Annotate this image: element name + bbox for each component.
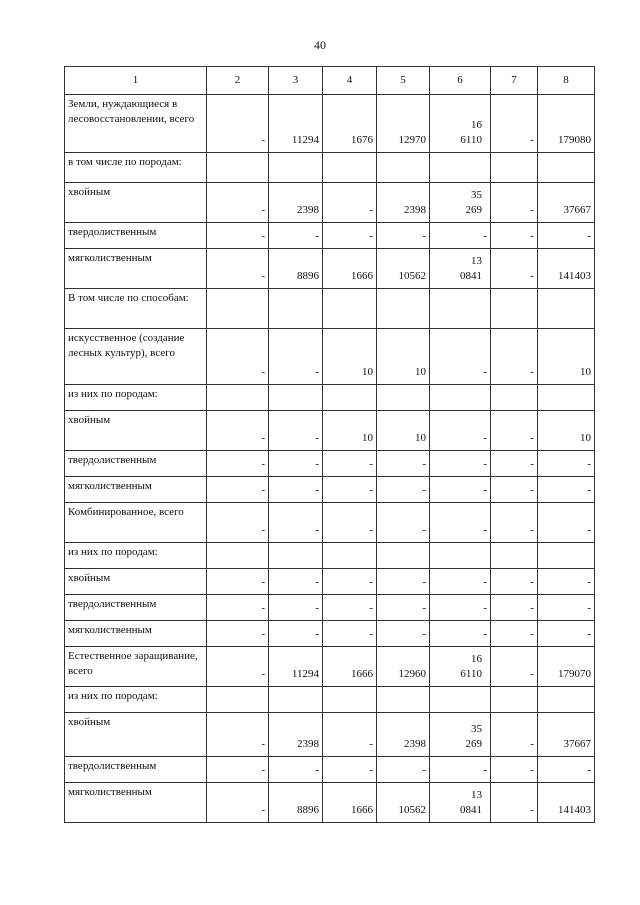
row-label: хвойным xyxy=(65,713,207,757)
table-row xyxy=(65,757,595,783)
value-cell: - xyxy=(269,757,323,783)
value-cell: - xyxy=(377,757,430,783)
value-cell: - xyxy=(491,329,538,385)
header-cell: 2 xyxy=(207,67,269,95)
value-cell: - xyxy=(207,95,269,153)
value-cell: - xyxy=(323,713,377,757)
value-cell: - xyxy=(269,595,323,621)
value-cell xyxy=(430,289,491,329)
row-label: твердолиственным xyxy=(65,223,207,249)
value-cell xyxy=(430,385,491,411)
value-cell: 10 xyxy=(377,411,430,451)
value-cell: 10562 xyxy=(377,783,430,823)
value-cell: 12960 xyxy=(377,647,430,687)
page-number: 40 xyxy=(314,38,326,52)
value-cell: - xyxy=(491,647,538,687)
value-cell: 2398 xyxy=(269,713,323,757)
value-cell xyxy=(377,385,430,411)
value-cell: - xyxy=(269,477,323,503)
value-cell xyxy=(207,543,269,569)
value-cell xyxy=(207,289,269,329)
value-cell: - xyxy=(207,477,269,503)
header-cell: 7 xyxy=(491,67,538,95)
value-cell: - xyxy=(207,621,269,647)
row-label: Комбинированное, всего xyxy=(65,503,207,543)
value-cell: 10562 xyxy=(377,249,430,289)
value-part: 35 xyxy=(471,189,482,201)
value-cell: - xyxy=(377,569,430,595)
value-cell: 11294 xyxy=(269,647,323,687)
value-cell: 8896 xyxy=(269,249,323,289)
value-cell: 179070 xyxy=(538,647,595,687)
value-cell: 2398 xyxy=(269,183,323,223)
row-label: из них по породам: xyxy=(65,543,207,569)
value-cell: - xyxy=(269,411,323,451)
row-label: из них по породам: xyxy=(65,687,207,713)
value-cell: 37667 xyxy=(538,183,595,223)
value-cell xyxy=(323,687,377,713)
value-cell: 1666 xyxy=(323,783,377,823)
value-part: 16 xyxy=(471,653,482,665)
value-cell: - xyxy=(538,757,595,783)
value-cell xyxy=(430,153,491,183)
table-body xyxy=(65,67,595,823)
value-cell: - xyxy=(377,477,430,503)
table-row xyxy=(65,289,595,329)
value-part: 0841 xyxy=(460,270,482,282)
table-row xyxy=(65,595,595,621)
value-cell xyxy=(323,153,377,183)
value-part: 6110 xyxy=(460,134,482,146)
value-cell: - xyxy=(323,503,377,543)
value-cell: - xyxy=(430,595,491,621)
value-cell xyxy=(491,385,538,411)
value-cell xyxy=(538,289,595,329)
value-cell: - xyxy=(269,569,323,595)
value-cell: - xyxy=(207,411,269,451)
value-cell: - xyxy=(207,451,269,477)
row-label: твердолиственным xyxy=(65,451,207,477)
value-cell: - xyxy=(207,329,269,385)
value-cell: - xyxy=(207,223,269,249)
value-part: 13 xyxy=(471,255,482,267)
table-row xyxy=(65,385,595,411)
value-cell: - xyxy=(207,783,269,823)
row-label: твердолиственным xyxy=(65,757,207,783)
value-cell xyxy=(323,289,377,329)
value-cell: - xyxy=(430,223,491,249)
value-cell: - xyxy=(430,569,491,595)
value-cell: - xyxy=(430,621,491,647)
value-cell: 141403 xyxy=(538,783,595,823)
value-cell: - xyxy=(538,223,595,249)
table-row xyxy=(65,783,595,823)
value-cell: - xyxy=(323,595,377,621)
value-cell: - xyxy=(269,451,323,477)
value-cell xyxy=(323,543,377,569)
value-cell xyxy=(269,289,323,329)
value-cell: - xyxy=(491,451,538,477)
value-cell: - xyxy=(491,757,538,783)
row-label: хвойным xyxy=(65,569,207,595)
value-cell xyxy=(323,385,377,411)
value-cell: - xyxy=(269,621,323,647)
table-row xyxy=(65,153,595,183)
row-label: В том числе по способам: xyxy=(65,289,207,329)
value-cell: 1666 xyxy=(323,249,377,289)
value-cell: - xyxy=(491,183,538,223)
value-cell xyxy=(269,153,323,183)
table-row xyxy=(65,95,595,153)
value-cell: 10 xyxy=(377,329,430,385)
value-cell: - xyxy=(269,329,323,385)
value-cell: - xyxy=(207,249,269,289)
value-cell: - xyxy=(538,569,595,595)
row-label: Земли, нуждающиеся в лесовосстановлении, всего xyxy=(65,95,207,153)
header-cell: 8 xyxy=(538,67,595,95)
value-cell xyxy=(207,687,269,713)
value-cell xyxy=(491,687,538,713)
value-cell xyxy=(491,543,538,569)
value-cell: 8896 xyxy=(269,783,323,823)
header-cell: 6 xyxy=(430,67,491,95)
value-cell xyxy=(269,543,323,569)
value-cell: - xyxy=(538,451,595,477)
value-cell: - xyxy=(538,595,595,621)
value-part: 35 xyxy=(471,723,482,735)
value-cell: - xyxy=(323,757,377,783)
value-cell: 179080 xyxy=(538,95,595,153)
header-cell: 1 xyxy=(65,67,207,95)
value-cell xyxy=(430,249,491,289)
value-cell xyxy=(538,687,595,713)
value-cell: 12970 xyxy=(377,95,430,153)
value-cell: - xyxy=(491,477,538,503)
data-table xyxy=(64,66,595,823)
value-cell: - xyxy=(377,451,430,477)
value-cell xyxy=(269,687,323,713)
table-row xyxy=(65,183,595,223)
row-label: твердолиственным xyxy=(65,595,207,621)
value-cell: - xyxy=(207,713,269,757)
row-label: в том числе по породам: xyxy=(65,153,207,183)
value-cell xyxy=(430,183,491,223)
table-row xyxy=(65,249,595,289)
value-cell: 1666 xyxy=(323,647,377,687)
value-cell xyxy=(538,543,595,569)
value-cell: - xyxy=(538,503,595,543)
value-cell: - xyxy=(207,595,269,621)
value-cell: - xyxy=(323,569,377,595)
value-cell: 10 xyxy=(323,329,377,385)
header-cell: 3 xyxy=(269,67,323,95)
value-cell xyxy=(538,153,595,183)
value-cell xyxy=(377,153,430,183)
row-label: мягколиственным xyxy=(65,783,207,823)
value-cell: 10 xyxy=(538,329,595,385)
table-row xyxy=(65,503,595,543)
row-label: мягколиственным xyxy=(65,249,207,289)
value-cell: - xyxy=(538,477,595,503)
table-row xyxy=(65,411,595,451)
value-part: 13 xyxy=(471,789,482,801)
value-cell xyxy=(430,713,491,757)
value-cell: - xyxy=(269,503,323,543)
value-cell: - xyxy=(491,95,538,153)
table-row xyxy=(65,647,595,687)
value-cell: 1676 xyxy=(323,95,377,153)
value-cell xyxy=(377,687,430,713)
value-cell: - xyxy=(538,621,595,647)
value-cell: - xyxy=(207,183,269,223)
value-cell: 10 xyxy=(323,411,377,451)
value-cell: - xyxy=(323,183,377,223)
value-cell xyxy=(430,783,491,823)
value-cell: - xyxy=(430,451,491,477)
value-cell: - xyxy=(323,451,377,477)
value-cell: - xyxy=(430,503,491,543)
value-cell: 11294 xyxy=(269,95,323,153)
value-cell xyxy=(491,153,538,183)
table-row xyxy=(65,223,595,249)
row-label: хвойным xyxy=(65,183,207,223)
header-row xyxy=(65,67,595,95)
value-cell xyxy=(491,289,538,329)
value-part: 16 xyxy=(471,119,482,131)
value-cell: - xyxy=(377,621,430,647)
value-cell xyxy=(430,95,491,153)
value-cell: - xyxy=(207,503,269,543)
value-cell: - xyxy=(377,503,430,543)
value-cell: 2398 xyxy=(377,183,430,223)
table-row xyxy=(65,687,595,713)
row-label: хвойным xyxy=(65,411,207,451)
value-cell xyxy=(430,687,491,713)
table-row xyxy=(65,451,595,477)
row-label: мягколиственным xyxy=(65,477,207,503)
value-cell: - xyxy=(377,223,430,249)
row-label: Естественное заращивание, всего xyxy=(65,647,207,687)
value-cell: - xyxy=(491,621,538,647)
value-cell xyxy=(377,543,430,569)
value-cell: - xyxy=(430,329,491,385)
value-cell: - xyxy=(377,595,430,621)
value-cell xyxy=(269,385,323,411)
value-cell: - xyxy=(207,647,269,687)
value-cell: 10 xyxy=(538,411,595,451)
value-cell: 37667 xyxy=(538,713,595,757)
value-cell: - xyxy=(323,223,377,249)
row-label: искусственное (создание лесных культур), всего xyxy=(65,329,207,385)
value-cell: - xyxy=(491,503,538,543)
table-row xyxy=(65,329,595,385)
value-cell: - xyxy=(491,595,538,621)
header-cell: 4 xyxy=(323,67,377,95)
value-cell: - xyxy=(207,757,269,783)
value-cell: - xyxy=(269,223,323,249)
value-cell xyxy=(207,153,269,183)
value-cell: 141403 xyxy=(538,249,595,289)
value-cell: - xyxy=(430,477,491,503)
value-part: 269 xyxy=(465,204,482,216)
value-cell: - xyxy=(491,713,538,757)
value-cell xyxy=(430,647,491,687)
header-cell: 5 xyxy=(377,67,430,95)
value-cell: - xyxy=(491,223,538,249)
value-part: 0841 xyxy=(460,804,482,816)
value-cell xyxy=(538,385,595,411)
row-label: мягколиственным xyxy=(65,621,207,647)
value-cell: - xyxy=(491,249,538,289)
value-cell: - xyxy=(207,569,269,595)
value-cell xyxy=(430,543,491,569)
value-part: 269 xyxy=(465,738,482,750)
value-cell: 2398 xyxy=(377,713,430,757)
table-row xyxy=(65,477,595,503)
value-cell: - xyxy=(323,621,377,647)
table-row xyxy=(65,569,595,595)
value-cell xyxy=(207,385,269,411)
row-label: из них по породам: xyxy=(65,385,207,411)
value-cell xyxy=(377,289,430,329)
value-cell: - xyxy=(430,411,491,451)
value-cell: - xyxy=(323,477,377,503)
value-cell: - xyxy=(491,411,538,451)
value-cell: - xyxy=(430,757,491,783)
value-part: 6110 xyxy=(460,668,482,680)
table-row xyxy=(65,621,595,647)
table-row xyxy=(65,543,595,569)
value-cell: - xyxy=(491,569,538,595)
table-row xyxy=(65,713,595,757)
value-cell: - xyxy=(491,783,538,823)
